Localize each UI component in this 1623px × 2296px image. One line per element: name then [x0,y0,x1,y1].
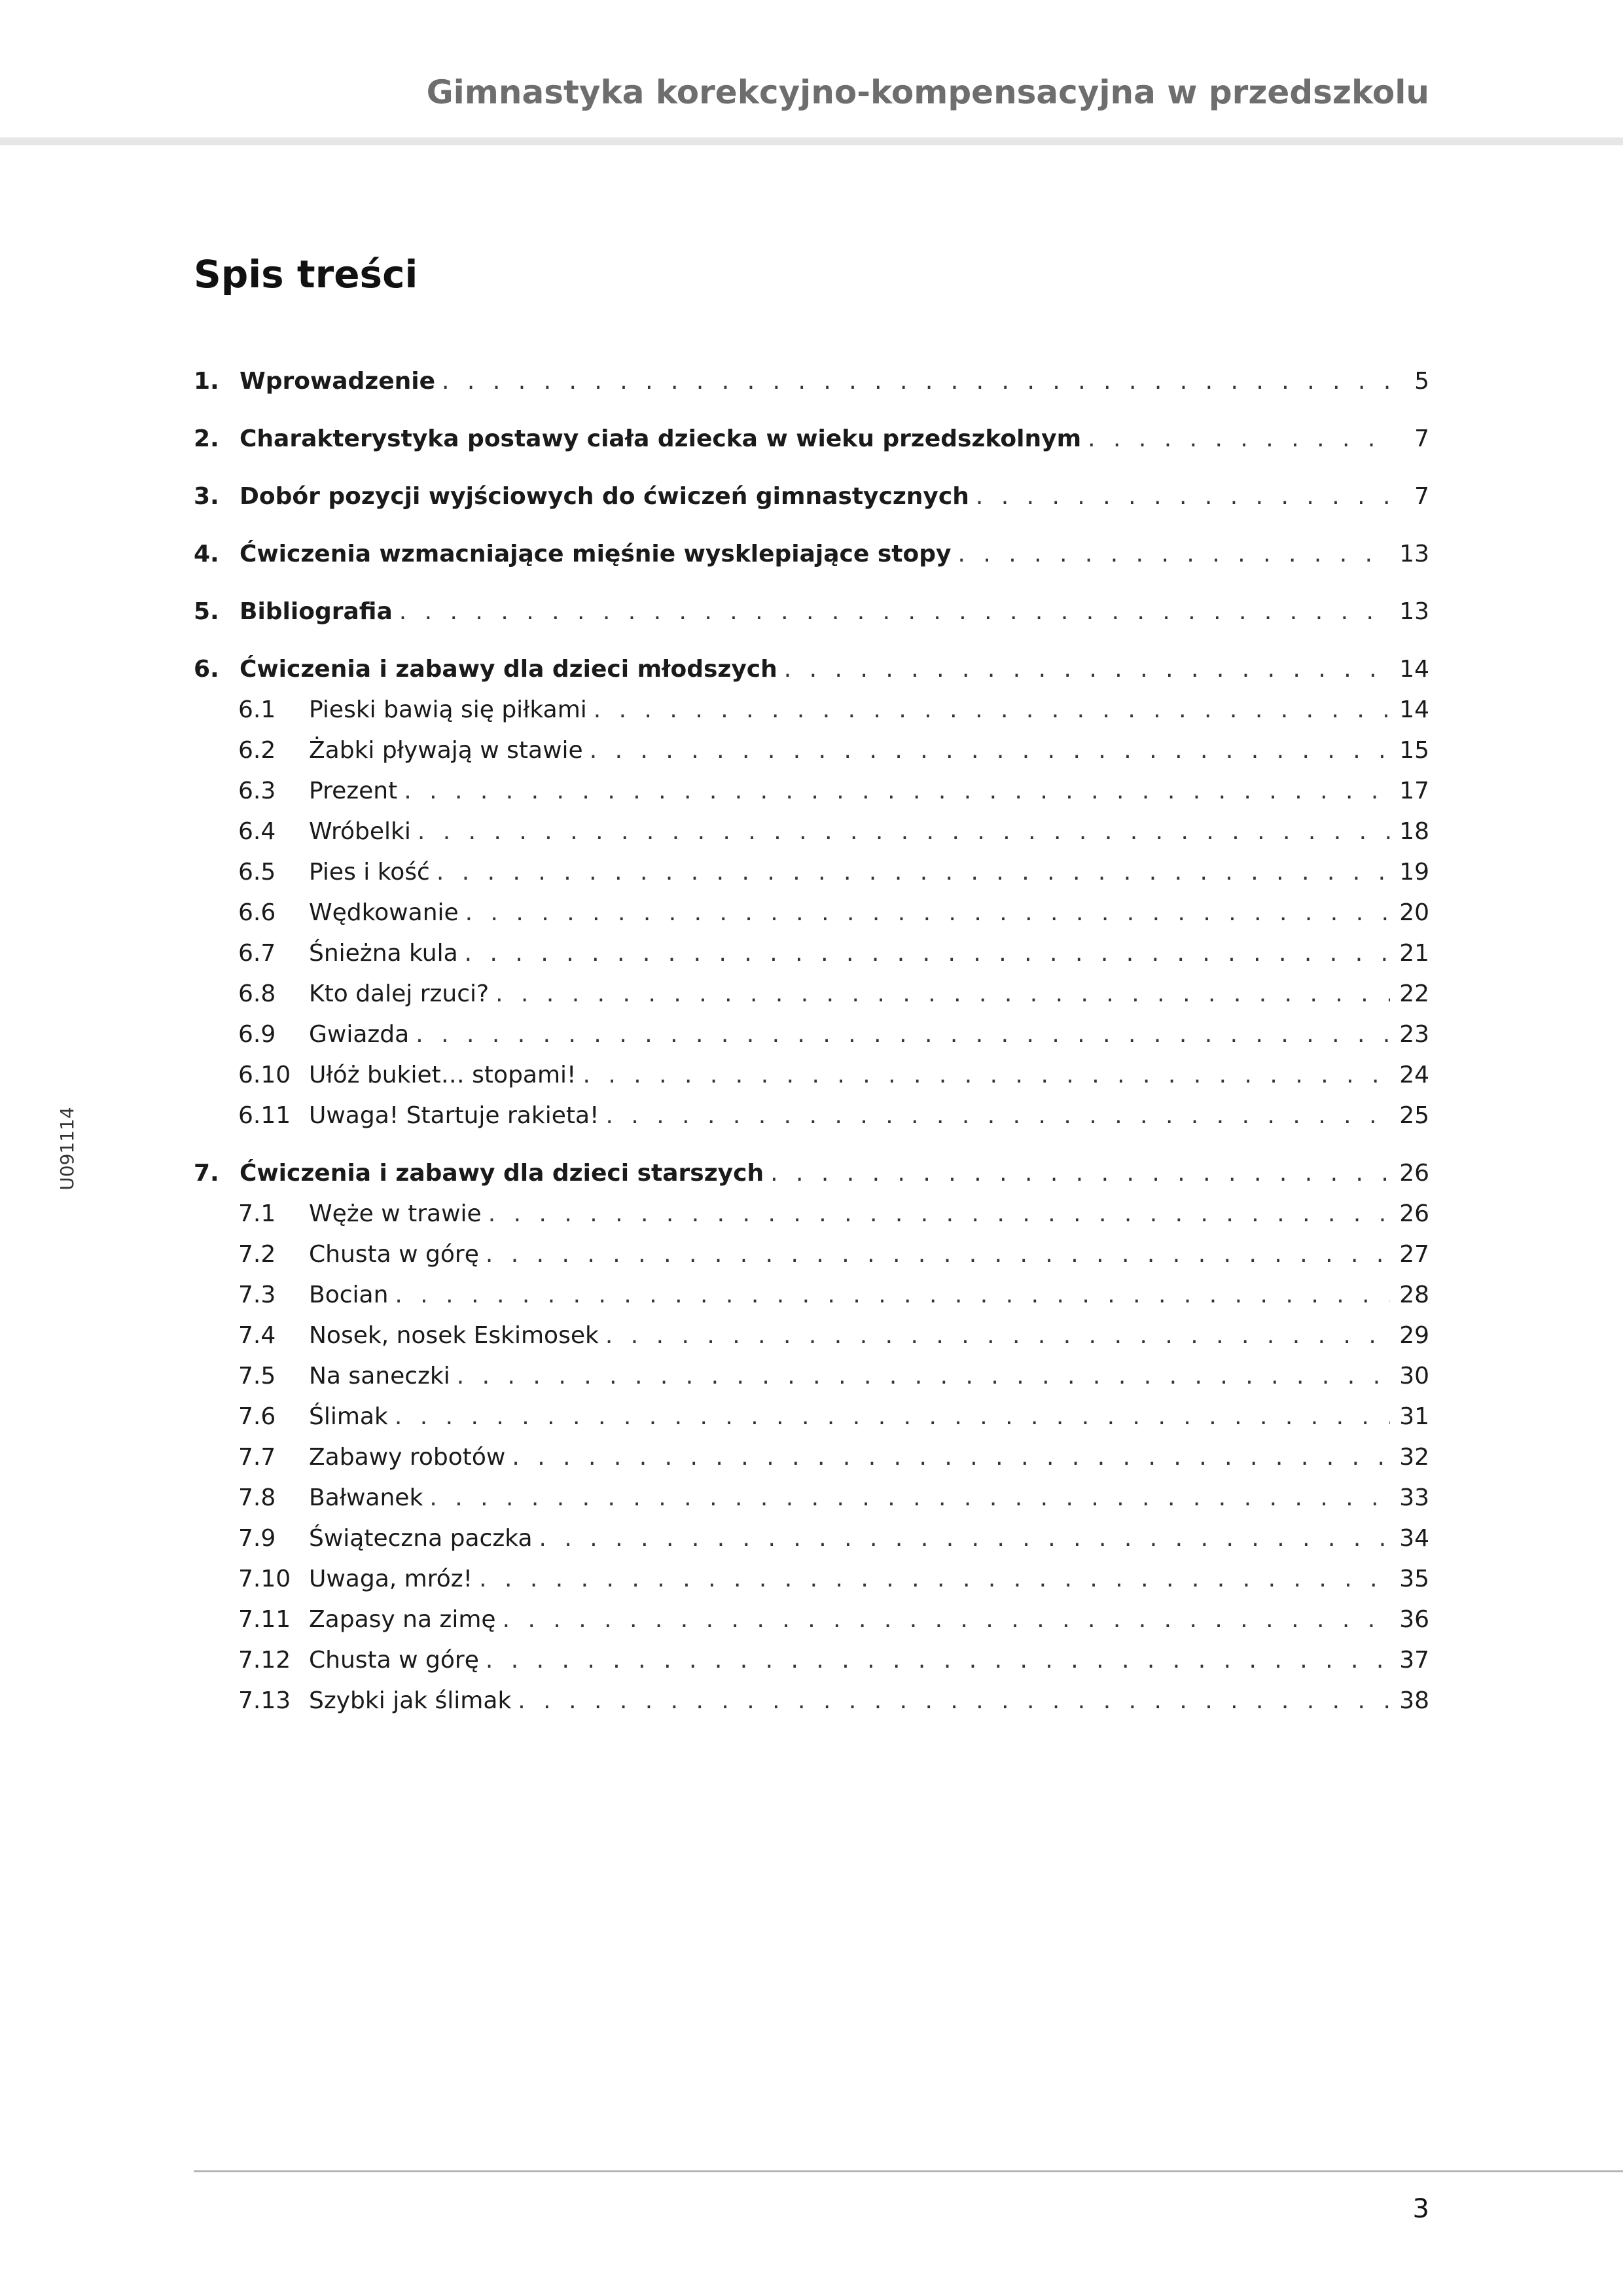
toc-entry-title: Pieski bawią się piłkami [309,696,587,723]
toc-entry[interactable] [194,694,1429,726]
toc-dot-leader [437,856,1390,889]
toc-entry[interactable] [194,1198,1429,1230]
toc-dot-leader [465,897,1390,929]
toc-entry-title: Szybki jak ślimak [309,1687,512,1714]
toc-entry-page: 7 [1414,483,1429,510]
toc-entry-title: Ćwiczenia wzmacniające mięśnie wysklepiające stopy [240,541,952,567]
toc-entry-title: Ćwiczenia i zabawy dla dzieci starszych [240,1160,764,1187]
toc-entry-title: Bocian [309,1282,389,1308]
toc-entry-number: 2. [194,425,219,452]
toc-dot-leader [486,1238,1390,1271]
toc-entry-title: Bibliografia [240,598,393,625]
toc-entry[interactable] [194,1319,1429,1352]
toc-dot-leader [605,1100,1390,1132]
toc-entry-title: Zabawy robotów [309,1444,506,1471]
toc-entry[interactable] [194,365,1429,398]
toc-entry[interactable] [194,538,1429,571]
toc-dot-leader [399,596,1390,628]
toc-dot-leader [416,1018,1390,1051]
toc-entry[interactable] [194,1563,1429,1596]
toc-dot-leader [605,1319,1390,1352]
toc-dot-leader [976,480,1390,513]
toc-entry-title: Ślimak [309,1403,388,1430]
toc-dot-leader [770,1157,1390,1190]
toc-entry[interactable] [194,1604,1429,1636]
header-divider [0,137,1623,145]
toc-entry[interactable] [194,734,1429,767]
toc-entry[interactable] [194,978,1429,1011]
toc-entry-title: Wędkowanie [309,899,459,926]
toc-entry-title: Nosek, nosek Eskimosek [309,1322,599,1349]
toc-entry-number: 6.5 [238,859,276,886]
toc-entry-page: 21 [1399,940,1429,967]
toc-entry-number: 7.11 [238,1606,291,1633]
toc-entry-number: 7.1 [238,1200,276,1227]
toc-entry-title: Na saneczki [309,1363,450,1390]
toc-entry-number: 7.13 [238,1687,291,1714]
toc-dot-leader [784,653,1390,686]
toc-entry-title: Pies i kość [309,859,430,886]
toc-entry-title: Uwaga, mróz! [309,1566,473,1592]
toc-dot-leader [590,734,1390,767]
toc-entry-page: 14 [1399,656,1429,683]
toc-entry-title: Świąteczna paczka [309,1525,533,1552]
toc-entry-title: Wróbelki [309,818,411,845]
toc-entry-page: 26 [1399,1200,1429,1227]
toc-entry-number: 7.10 [238,1566,291,1592]
toc-dot-leader [512,1441,1390,1474]
toc-dot-leader [418,816,1390,848]
page-title: Spis treści [194,252,418,296]
toc-entry-page: 33 [1399,1484,1429,1511]
toc-entry[interactable] [194,480,1429,513]
toc-entry-number: 6.4 [238,818,276,845]
toc-entry-title: Gwiazda [309,1021,410,1048]
toc-entry-title: Zapasy na zimę [309,1606,496,1633]
toc-entry-page: 25 [1399,1102,1429,1129]
page-number: 3 [1412,2194,1429,2224]
toc-entry-number: 7.6 [238,1403,276,1430]
toc-dot-leader [594,694,1390,726]
toc-dot-leader [518,1685,1390,1717]
toc-entry-page: 7 [1414,425,1429,452]
toc-entry-number: 7.8 [238,1484,276,1511]
toc-entry-page: 13 [1399,598,1429,625]
toc-entry-number: 7.7 [238,1444,276,1471]
toc-entry-title: Węże w trawie [309,1200,482,1227]
toc-entry[interactable] [194,937,1429,970]
toc-entry-title: Chusta w górę [309,1647,479,1674]
toc-dot-leader [503,1604,1390,1636]
toc-entry-page: 36 [1399,1606,1429,1633]
toc-entry-page: 5 [1414,368,1429,395]
toc-entry[interactable] [194,897,1429,929]
toc-entry[interactable] [194,423,1429,456]
toc-entry-number: 6.7 [238,940,276,967]
toc-entry-title: Ćwiczenia i zabawy dla dzieci młodszych [240,656,777,683]
toc-dot-leader [582,1059,1390,1092]
toc-entry[interactable] [194,1018,1429,1051]
toc-dot-leader [442,365,1390,398]
toc-dot-leader [457,1360,1390,1393]
toc-entry-number: 6.9 [238,1021,276,1048]
document-code: U091114 [56,1107,78,1191]
toc-entry-page: 27 [1399,1241,1429,1268]
toc-entry-page: 32 [1399,1444,1429,1471]
toc-entry-number: 7.5 [238,1363,276,1390]
toc-entry-page: 30 [1399,1363,1429,1390]
toc-entry-title: Ułóż bukiet… stopami! [309,1062,577,1088]
toc-entry-title: Uwaga! Startuje rakieta! [309,1102,599,1129]
toc-entry[interactable] [194,1441,1429,1474]
toc-entry-number: 6.6 [238,899,276,926]
toc-entry-page: 17 [1399,778,1429,804]
toc-entry[interactable] [194,1059,1429,1092]
toc-entry-number: 7.2 [238,1241,276,1268]
toc-entry-number: 7. [194,1160,219,1187]
toc-entry-title: Dobór pozycji wyjściowych do ćwiczeń gimnastycznych [240,483,969,510]
toc-entry-page: 19 [1399,859,1429,886]
toc-dot-leader [395,1401,1390,1433]
toc-dot-leader [429,1482,1390,1515]
toc-dot-leader [957,538,1390,571]
toc-entry-page: 35 [1399,1566,1429,1592]
toc-entry[interactable] [194,1644,1429,1677]
toc-entry[interactable] [194,653,1429,686]
toc-dot-leader [539,1522,1390,1555]
toc-entry-page: 18 [1399,818,1429,845]
toc-entry-page: 28 [1399,1282,1429,1308]
toc-entry-number: 6. [194,656,219,683]
toc-entry-title: Bałwanek [309,1484,423,1511]
toc-entry-page: 24 [1399,1062,1429,1088]
toc-entry[interactable] [194,1401,1429,1433]
toc-entry[interactable] [194,816,1429,848]
toc-entry-page: 23 [1399,1021,1429,1048]
toc-entry-page: 38 [1399,1687,1429,1714]
toc-entry[interactable] [194,1482,1429,1515]
toc-entry-page: 37 [1399,1647,1429,1674]
toc-entry-title: Charakterystyka postawy ciała dziecka w wieku przedszkolnym [240,425,1082,452]
toc-entry[interactable] [194,1522,1429,1555]
toc-entry-number: 6.2 [238,737,276,764]
toc-entry-number: 3. [194,483,219,510]
toc-entry-page: 34 [1399,1525,1429,1552]
toc-entry-page: 15 [1399,737,1429,764]
toc-entry[interactable] [194,1279,1429,1312]
footer-divider [194,2170,1623,2172]
running-header-title: Gimnastyka korekcyjno-kompensacyjna w przedszkolu [426,73,1429,111]
toc-entry-page: 31 [1399,1403,1429,1430]
toc-entry-number: 1. [194,368,219,395]
toc-dot-leader [495,978,1390,1011]
toc-entry[interactable] [194,1100,1429,1132]
toc-dot-leader [486,1644,1390,1677]
toc-entry-number: 7.9 [238,1525,276,1552]
toc-entry-number: 7.3 [238,1282,276,1308]
toc-dot-leader [404,775,1390,808]
toc-entry-page: 13 [1399,541,1429,567]
toc-entry-number: 6.8 [238,980,276,1007]
toc-entry[interactable] [194,775,1429,808]
toc-entry-title: Śnieżna kula [309,940,458,967]
toc-entry-page: 26 [1399,1160,1429,1187]
toc-entry[interactable] [194,1360,1429,1393]
toc-entry-title: Wprowadzenie [240,368,436,395]
toc-dot-leader [395,1279,1390,1312]
toc-entry-title: Chusta w górę [309,1241,479,1268]
toc-entry-number: 6.1 [238,696,276,723]
toc-entry-title: Żabki pływają w stawie [309,737,583,764]
toc-entry-title: Prezent [309,778,398,804]
toc-dot-leader [1088,423,1390,456]
toc-entry-number: 5. [194,598,219,625]
toc-entry-number: 6.10 [238,1062,291,1088]
toc-entry-number: 4. [194,541,219,567]
toc-entry-page: 22 [1399,980,1429,1007]
toc-entry[interactable] [194,856,1429,889]
toc-entry-page: 20 [1399,899,1429,926]
toc-dot-leader [479,1563,1390,1596]
toc-entry-number: 6.3 [238,778,276,804]
toc-entry-number: 6.11 [238,1102,291,1129]
toc-dot-leader [488,1198,1390,1230]
toc-entry[interactable] [194,1157,1429,1190]
toc-entry-number: 7.12 [238,1647,291,1674]
toc-entry-page: 14 [1399,696,1429,723]
toc-dot-leader [465,937,1390,970]
toc-entry-title: Kto dalej rzuci? [309,980,490,1007]
toc-entry[interactable] [194,1685,1429,1717]
toc-entry[interactable] [194,596,1429,628]
toc-entry-number: 7.4 [238,1322,276,1349]
toc-entry-page: 29 [1399,1322,1429,1349]
toc-entry[interactable] [194,1238,1429,1271]
